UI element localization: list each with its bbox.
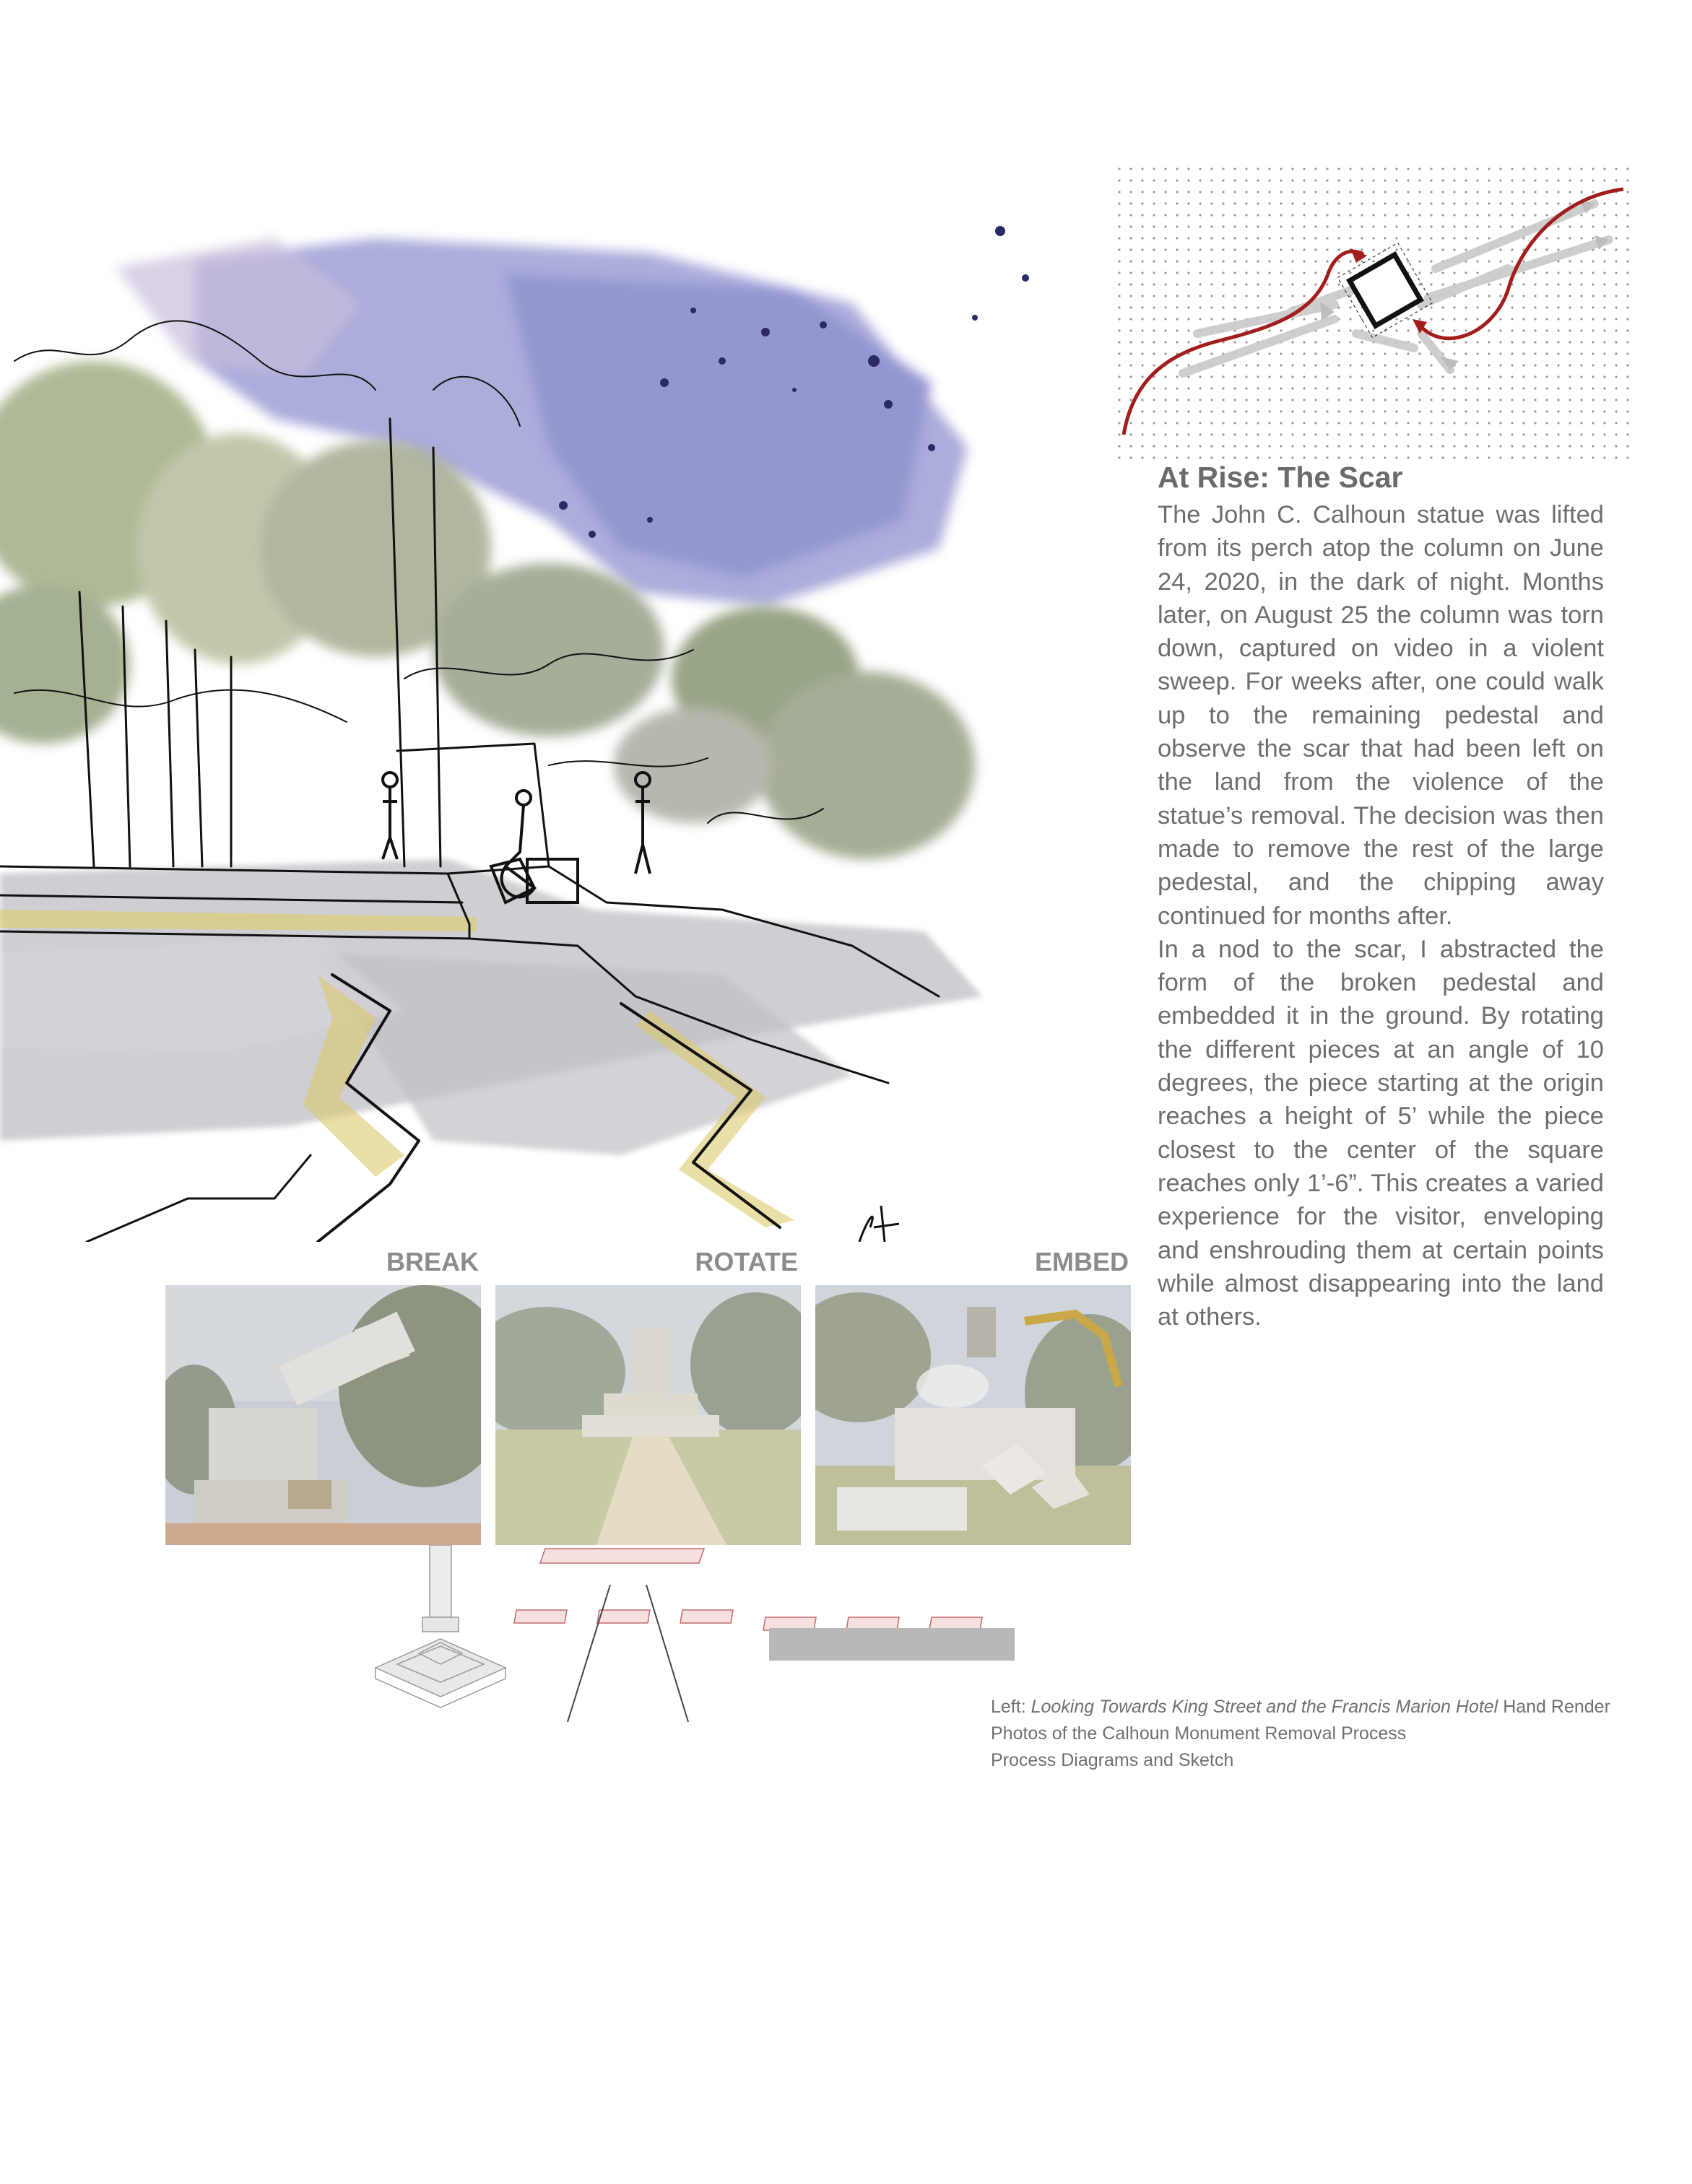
- caption-line-3: Process Diagrams and Sketch: [991, 1750, 1234, 1770]
- red-pieces: [514, 1549, 982, 1630]
- process-diagram: [361, 1545, 1083, 1726]
- signature: [859, 1206, 899, 1242]
- watercolor-sketch: [0, 144, 1040, 1242]
- figure-captions: [991, 1694, 1626, 1774]
- essay-title: At Rise: The Scar: [1158, 461, 1403, 494]
- column-axon: [376, 1545, 506, 1707]
- caption-line-2: Photos of the Calhoun Monument Removal Process: [991, 1723, 1407, 1744]
- essay-paragraph-1: The John C. Calhoun statue was lifted from its perch atop the column on June 24, 2020, in the dark of night. Months later, on August 25 the column was torn down, captured on video in a violent sweep. For weeks after, one could walk up to the remaining pedestal and observe the scar that had been left on the land from the violence of the statue’s removal. The decision was then made to remove the rest of the large pedestal, and the chipping away continued for months after.: [1158, 501, 1604, 930]
- break-label: BREAK: [386, 1247, 479, 1276]
- photo-embed: [815, 1285, 1131, 1545]
- embed-label: EMBED: [1034, 1247, 1129, 1276]
- photo-break: [165, 1285, 481, 1545]
- photo-rotate: [495, 1285, 801, 1545]
- essay-body: [1158, 498, 1604, 1334]
- caption-line-1: Left: Looking Towards King Street and the Francis Marion Hotel Hand Render: [991, 1697, 1610, 1717]
- site-plan-diagram: [1118, 168, 1645, 467]
- rotate-label: ROTATE: [695, 1247, 798, 1276]
- essay-paragraph-2: In a nod to the scar, I abstracted the form of the broken pedestal and embedded it in the ground. By rotating the different pieces at an angle of 10 degrees, the piece starting at the origin reaches a height of 5’ while the piece closest to the center of the square reaches only 1’-6”. This creates a varied experience for the visitor, enveloping and enshrouding them at certain points while almost disappearing into the land at others.: [1158, 935, 1604, 1331]
